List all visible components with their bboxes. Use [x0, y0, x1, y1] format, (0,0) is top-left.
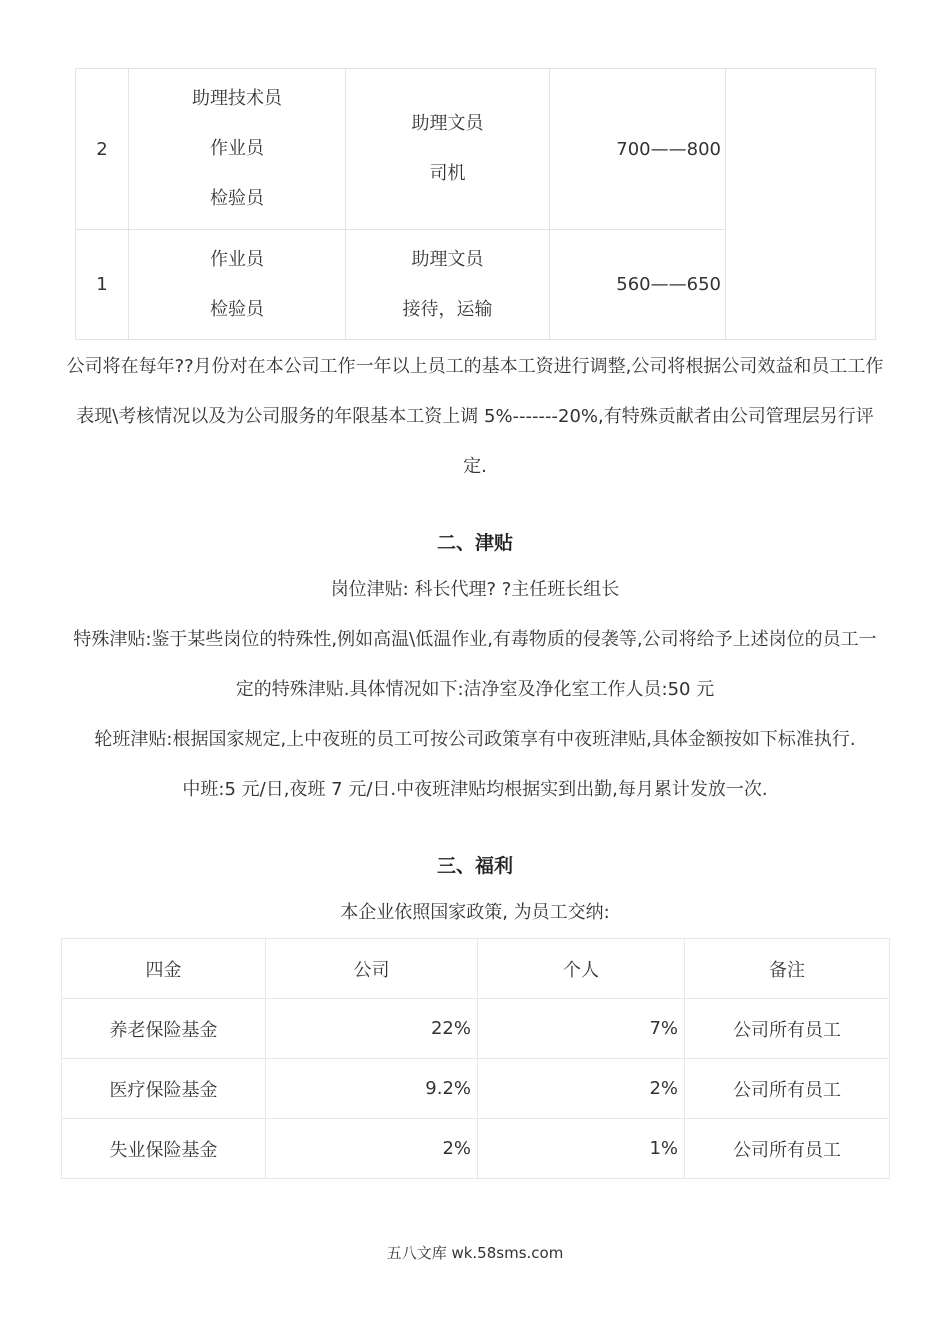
column-header: 备注 — [685, 939, 890, 999]
grade-level: 2 — [76, 69, 129, 230]
shift-allowance: 轮班津贴:根据国家规定,上中夜班的员工可按公司政策享有中夜班津贴,具体金额按如下标准执行. — [94, 729, 856, 750]
welfare-table — [61, 938, 890, 1179]
admin-posts — [346, 69, 550, 230]
grade-level: 1 — [76, 230, 129, 340]
company-rate: 9.2% — [266, 1059, 478, 1119]
special-allowance: 特殊津贴:鉴于某些岗位的特殊性,例如高温\低温作业,有毒物质的侵袭等,公司将给予上述岗位的员工一定的特殊津贴.具体情况如下:洁净室及净化室工作人员:50 元 — [73, 629, 877, 700]
column-header: 公司 — [266, 939, 478, 999]
admin-posts — [346, 230, 550, 340]
technical-posts — [129, 230, 346, 340]
post-allowance: 岗位津贴: 科长代理? ?主任班长组长 — [330, 579, 620, 600]
fund-name: 养老保险基金 — [62, 999, 266, 1059]
post-name: 检验员 — [210, 188, 264, 209]
welfare-intro: 本企业依照国家政策, 为员工交纳: — [340, 902, 610, 923]
shift-rates: 中班:5 元/日,夜班 7 元/日.中夜班津贴均根据实到出勤,每月累计发放一次. — [182, 779, 768, 800]
section-title-allowance: 二、津贴 — [436, 532, 513, 554]
column-header: 四金 — [62, 939, 266, 999]
post-name: 作业员 — [210, 138, 264, 159]
post-name: 检验员 — [210, 298, 264, 320]
grade-table — [75, 68, 876, 340]
post-name: 接待，运输 — [402, 298, 493, 320]
fund-name: 失业保险基金 — [62, 1119, 266, 1179]
technical-posts — [129, 69, 346, 230]
table-row — [62, 1119, 890, 1179]
footer-watermark: 五八文库 wk.58sms.com — [386, 1244, 564, 1262]
salary-adjust-paragraph: 公司将在每年??月份对在本公司工作一年以上员工的基本工资进行调整,公司将根据公司效益和员工工作表现\考核情况以及为公司服务的年限基本工资上调 5%-------20%,有特殊贡献者由公司管理层另行评定. — [66, 356, 884, 477]
empty-cell — [726, 69, 876, 340]
personal-rate: 7% — [478, 999, 685, 1059]
remark: 公司所有员工 — [685, 1059, 890, 1119]
table-header-row — [62, 939, 890, 999]
personal-rate: 1% — [478, 1119, 685, 1179]
remark: 公司所有员工 — [685, 1119, 890, 1179]
remark: 公司所有员工 — [685, 999, 890, 1059]
post-name: 司机 — [429, 163, 466, 184]
company-rate: 2% — [266, 1119, 478, 1179]
post-name: 作业员 — [210, 248, 264, 270]
table-row — [62, 1059, 890, 1119]
company-rate: 22% — [266, 999, 478, 1059]
fund-name: 医疗保险基金 — [62, 1059, 266, 1119]
post-name: 助理技术员 — [192, 88, 282, 109]
column-header: 个人 — [478, 939, 685, 999]
post-name: 助理文员 — [411, 113, 484, 134]
personal-rate: 2% — [478, 1059, 685, 1119]
table-row — [76, 69, 876, 230]
salary-range: 700——800 — [550, 69, 726, 230]
post-name: 助理文员 — [411, 248, 484, 270]
salary-range: 560——650 — [550, 230, 726, 340]
table-row — [62, 999, 890, 1059]
section-title-welfare: 三、福利 — [436, 855, 513, 877]
